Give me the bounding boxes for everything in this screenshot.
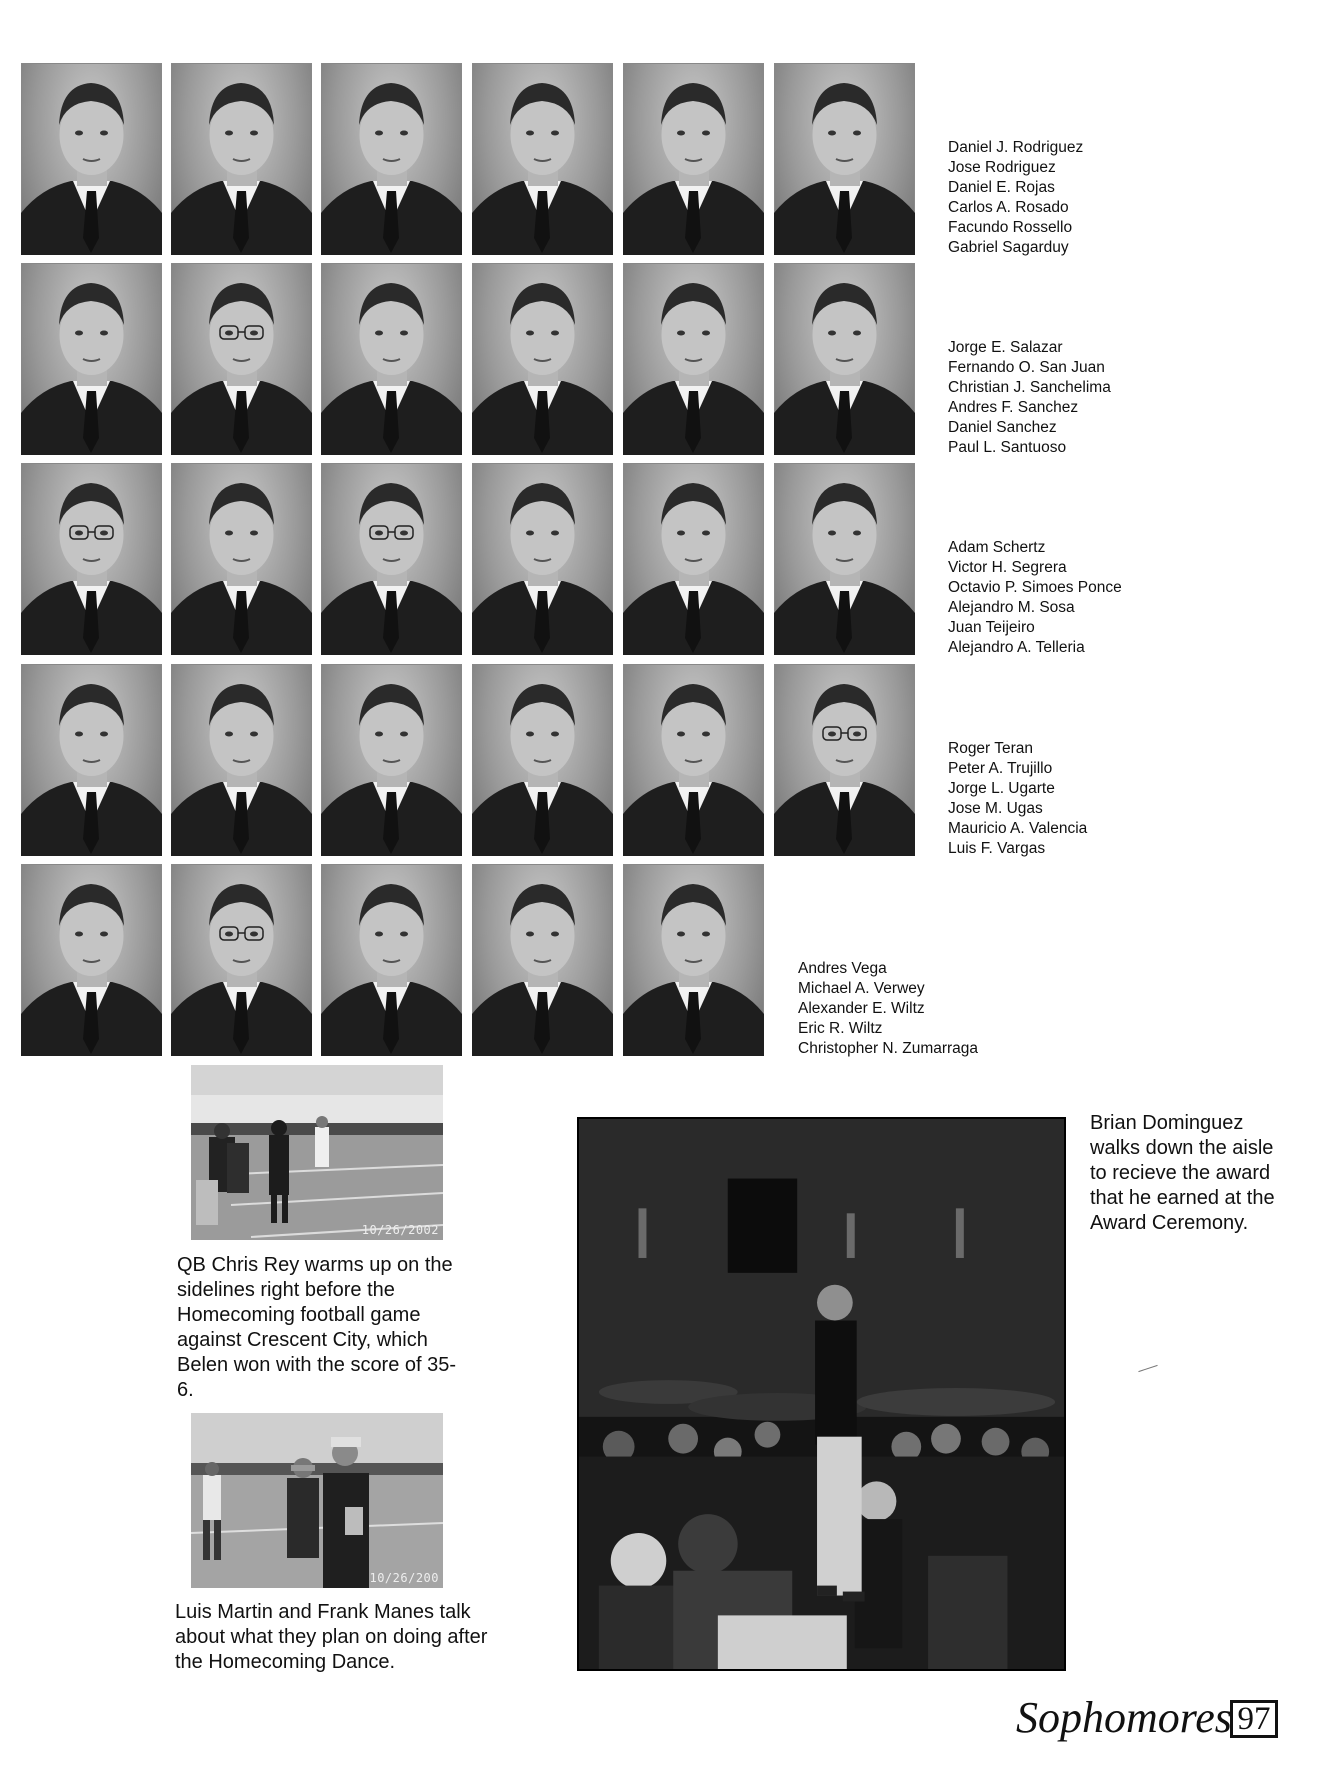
name-list-row-1 bbox=[948, 138, 1083, 258]
student-name: Juan Teijeiro bbox=[948, 619, 1035, 636]
student-name: Christopher N. Zumarraga bbox=[798, 1040, 979, 1057]
student-portrait bbox=[21, 864, 162, 1056]
student-name: Octavio P. Simoes Ponce bbox=[948, 579, 1122, 596]
student-portrait bbox=[21, 664, 162, 856]
student-name: Peter A. Trujillo bbox=[948, 760, 1053, 777]
student-portrait bbox=[472, 263, 613, 455]
student-name: Daniel J. Rodriguez bbox=[948, 139, 1084, 156]
student-name: Jose Rodriguez bbox=[948, 159, 1056, 176]
section-title: Sophomores bbox=[1016, 1693, 1232, 1742]
name-list-row-2 bbox=[948, 338, 1111, 458]
student-name: Adam Schertz bbox=[948, 539, 1046, 556]
student-name: Eric R. Wiltz bbox=[798, 1020, 883, 1037]
student-portrait bbox=[21, 463, 162, 655]
stray-mark bbox=[1138, 1365, 1157, 1372]
student-portrait bbox=[321, 664, 462, 856]
student-name: Facundo Rossello bbox=[948, 219, 1073, 236]
student-portrait bbox=[774, 463, 915, 655]
date-stamp: 10/26/2002 bbox=[361, 1223, 439, 1237]
student-name: Andres F. Sanchez bbox=[948, 399, 1079, 416]
student-name: Mauricio A. Valencia bbox=[948, 820, 1088, 837]
student-name: Gabriel Sagarduy bbox=[948, 239, 1069, 256]
student-name: Christian J. Sanchelima bbox=[948, 379, 1111, 396]
student-portrait bbox=[472, 63, 613, 255]
award-ceremony-photo bbox=[577, 1117, 1066, 1671]
student-name: Jose M. Ugas bbox=[948, 800, 1043, 817]
student-name: Paul L. Santuoso bbox=[948, 439, 1067, 456]
student-portrait bbox=[21, 63, 162, 255]
football-warmup-caption: QB Chris Rey warms up on the sidelines right before the Homecoming football game against Crescent City, which Belen won with the score of 35-6. bbox=[177, 1254, 457, 1401]
student-portrait bbox=[623, 864, 764, 1056]
student-name: Jorge E. Salazar bbox=[948, 339, 1063, 356]
student-portrait bbox=[171, 463, 312, 655]
student-portrait bbox=[171, 63, 312, 255]
student-portrait bbox=[171, 664, 312, 856]
student-name: Jorge L. Ugarte bbox=[948, 780, 1055, 797]
student-name: Daniel E. Rojas bbox=[948, 179, 1055, 196]
student-portrait bbox=[321, 63, 462, 255]
student-name: Andres Vega bbox=[798, 960, 887, 977]
student-portrait bbox=[774, 63, 915, 255]
student-portrait bbox=[774, 664, 915, 856]
student-name: Daniel Sanchez bbox=[948, 419, 1057, 436]
student-portrait bbox=[623, 63, 764, 255]
date-stamp: 10/26/200 bbox=[369, 1571, 439, 1585]
student-name: Alejandro M. Sosa bbox=[948, 599, 1075, 616]
sideline-talk-caption: Luis Martin and Frank Manes talk about what they plan on doing after the Homecoming Dance. bbox=[175, 1601, 488, 1673]
student-portrait bbox=[623, 263, 764, 455]
student-portrait bbox=[171, 864, 312, 1056]
sideline-talk-photo bbox=[191, 1413, 443, 1588]
student-portrait bbox=[171, 263, 312, 455]
name-list-row-3 bbox=[948, 538, 1122, 658]
student-portrait bbox=[321, 463, 462, 655]
name-list-row-4 bbox=[948, 739, 1087, 859]
student-portrait bbox=[472, 664, 613, 856]
student-name: Carlos A. Rosado bbox=[948, 199, 1069, 216]
student-portrait bbox=[623, 463, 764, 655]
award-ceremony-caption: Brian Dominguez walks down the aisle to recieve the award that he earned at the Award Ceremony. bbox=[1090, 1112, 1275, 1234]
football-warmup-photo bbox=[191, 1065, 443, 1240]
student-name: Victor H. Segrera bbox=[948, 559, 1067, 576]
student-portrait bbox=[774, 263, 915, 455]
student-portrait bbox=[472, 864, 613, 1056]
student-name: Luis F. Vargas bbox=[948, 840, 1046, 857]
student-portrait bbox=[321, 263, 462, 455]
student-name: Fernando O. San Juan bbox=[948, 359, 1105, 376]
student-portrait bbox=[472, 463, 613, 655]
student-name: Michael A. Verwey bbox=[798, 980, 925, 997]
student-portrait bbox=[321, 864, 462, 1056]
student-name: Alejandro A. Telleria bbox=[948, 639, 1085, 656]
student-name: Roger Teran bbox=[948, 740, 1034, 757]
student-portrait bbox=[623, 664, 764, 856]
student-portrait bbox=[21, 263, 162, 455]
student-name: Alexander E. Wiltz bbox=[798, 1000, 925, 1017]
page-number: 97 bbox=[1230, 1700, 1278, 1738]
name-list-row-5 bbox=[798, 959, 978, 1059]
